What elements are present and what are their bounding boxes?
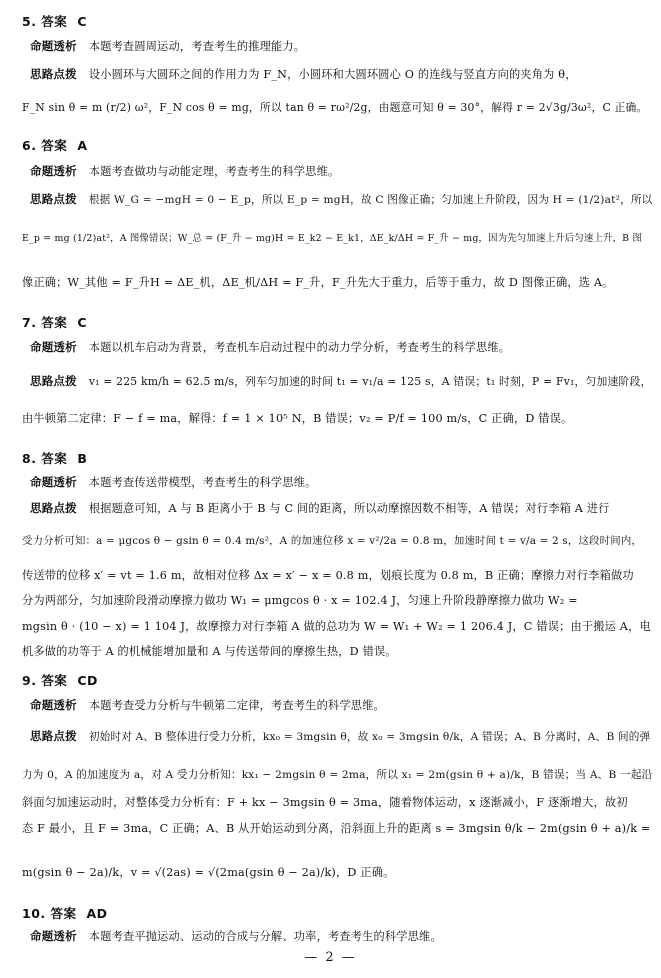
q9-header [22,671,98,689]
q8-number: 8. 答案 [22,451,68,466]
q6-hint-line-3: 像正确；W_其他 = F_升H = ΔE_机，ΔE_机/ΔH = F_升，F_升先大于重力，后等于重力，故 D 图像正确，选 A。 [22,276,614,289]
q8-header [22,449,87,467]
q6-analysis-label: 命题透析 [30,164,77,178]
q7-analysis-label: 命题透析 [30,340,77,354]
q6-hint-text-1: 根据 W_G = −mgH = 0 − E_p，所以 E_p = mgH，故 C 图像正确；匀加速上升阶段，因为 H = (1/2)at²，所以 [88,194,653,206]
q6-hint-label: 思路点拨 [30,192,77,206]
q6-analysis-line [30,164,339,179]
q8-analysis-label: 命题透析 [30,475,77,489]
q8-hint-text-1: 根据题意可知，A 与 B 距离小于 B 与 C 间的距离，所以动摩擦因数不相等，A 错误；对行李箱 A 进行 [88,502,610,515]
q6-hint-line-1 [30,192,652,207]
q9-hint-label: 思路点拨 [30,729,77,743]
q5-header [22,12,87,30]
q8-hint-line-2: 受力分析可知：a = μgcos θ − gsin θ = 0.4 m/s²，A 的加速位移 x = v²/2a = 0.8 m，加速时间 t = v/a = 2 s，这段时间内， [22,535,643,547]
q10-answer: AD [86,906,108,921]
q10-analysis-line [30,929,442,944]
q10-analysis-text: 本题考查平抛运动、运动的合成与分解、功率，考查考生的科学思维。 [88,930,442,943]
q5-hint-line-2: F_N sin θ = m (r/2) ω²，F_N cos θ = mg，所以 tan θ = rω²/2g，由题意可知 θ = 30°，解得 r = 2√3g/3ω²，C 正确。 [22,101,648,114]
q9-hint-line-2: 力为 0，A 的加速度为 a，对 A 受力分析知：kx₁ − 2mgsin θ = 2ma，所以 x₁ = 2m(gsin θ + a)/k，B 错误；当 A、B 一起沿 [22,769,653,781]
q7-hint-line-2: 由牛顿第二定律：F − f = ma，解得：f = 1 × 10⁵ N，B 错误；v₂ = P/f = 100 m/s，C 正确，D 错误。 [22,412,573,425]
q10-number: 10. 答案 [22,906,77,921]
q6-number: 6. 答案 [22,138,68,153]
q7-answer: C [77,315,87,330]
q8-analysis-text: 本题考查传送带模型，考查考生的科学思维。 [88,476,317,489]
q5-hint-label: 思路点拨 [30,67,77,81]
q6-header [22,136,88,154]
q8-answer: B [77,451,88,466]
q9-answer: CD [77,673,98,688]
q5-analysis-label: 命题透析 [30,39,77,53]
q9-hint-line-5: m(gsin θ − 2a)/k，v = √(2as) = √(2ma(gsin θ − 2a)/k)，D 正确。 [22,866,395,879]
q10-header [22,904,108,922]
q8-hint-line-3: 传送带的位移 x′ = vt = 1.6 m，故相对位移 Δx = x′ − x = 0.8 m，划痕长度为 0.8 m，B 正确；摩擦力对行李箱做功 [22,569,634,582]
q8-analysis-line [30,475,317,490]
q5-number: 5. 答案 [22,14,68,29]
q6-hint-line-2: E_p = mg (1/2)at²，A 图像错误；W_总 = (F_升 − mg)H = E_k2 − E_k1，ΔE_k/ΔH = F_升 − mg，因为先匀加速上升后匀速上升，B 图 [22,233,643,244]
q5-answer: C [77,14,87,29]
q7-header [22,313,87,331]
q7-number: 7. 答案 [22,315,68,330]
q6-analysis-text: 本题考查做功与动能定理，考查考生的科学思维。 [88,165,340,178]
q7-hint-text-1: v₁ = 225 km/h = 62.5 m/s，列车匀加速的时间 t₁ = v₁/a = 125 s，A 错误；t₁ 时刻，P = Fv₁，匀加速阶段， [88,375,652,388]
q9-analysis-label: 命题透析 [30,698,77,712]
q10-analysis-label: 命题透析 [30,929,77,943]
q7-hint-label: 思路点拨 [30,374,77,388]
q8-hint-line-6: 机多做的功等于 A 的机械能增加量和 A 与传送带间的摩擦生热，D 错误。 [22,645,397,658]
q5-analysis-line [30,39,305,54]
q8-hint-line-1 [30,501,610,516]
q8-hint-line-5: mgsin θ · (10 − x) = 1 104 J，故摩擦力对行李箱 A 做的总功为 W = W₁ + W₂ = 1 206.4 J，C 错误；由于搬运 A，电 [22,620,651,633]
q9-hint-line-4: 态 F 最小，且 F = 3ma，C 正确；A、B 从开始运动到分离，沿斜面上升的距离 s = 3mgsin θ/k − 2m(gsin θ + a)/k = [22,822,651,835]
q9-analysis-line [30,698,385,713]
q9-analysis-text: 本题考查受力分析与牛顿第二定律，考查考生的科学思维。 [88,699,385,712]
q8-hint-label: 思路点拨 [30,501,77,515]
q7-hint-line-1 [30,374,652,389]
q5-hint-text-1: 设小圆环与大圆环之间的作用力为 F_N，小圆环和大圆环圆心 O 的连线与竖直方向的夹角为 θ， [88,68,577,81]
q6-answer: A [77,138,88,153]
q9-hint-line-1 [30,729,650,744]
q5-analysis-text: 本题考查圆周运动，考查考生的推理能力。 [88,40,306,53]
q9-hint-line-3: 斜面匀加速运动时，对整体受力分析有：F + kx − 3mgsin θ = 3ma，随着物体运动，x 逐渐减小，F 逐渐增大，故初 [22,796,628,809]
page-number: — 2 — [304,950,357,965]
q9-number: 9. 答案 [22,673,68,688]
q5-hint-line-1 [30,67,577,82]
q7-analysis-line [30,340,510,355]
q8-hint-line-4: 分为两部分，匀加速阶段滑动摩擦力做功 W₁ = μmgcos θ · x = 102.4 J，匀速上升阶段静摩擦力做功 W₂ = [22,594,578,607]
q9-hint-text-1: 初始时对 A、B 整体进行受力分析，kx₀ = 3mgsin θ，故 x₀ = 3mgsin θ/k，A 错误；A、B 分离时，A、B 间的弹 [88,731,651,743]
q7-analysis-text: 本题以机车启动为背景，考查机车启动过程中的动力学分析，考查考生的科学思维。 [88,341,511,354]
